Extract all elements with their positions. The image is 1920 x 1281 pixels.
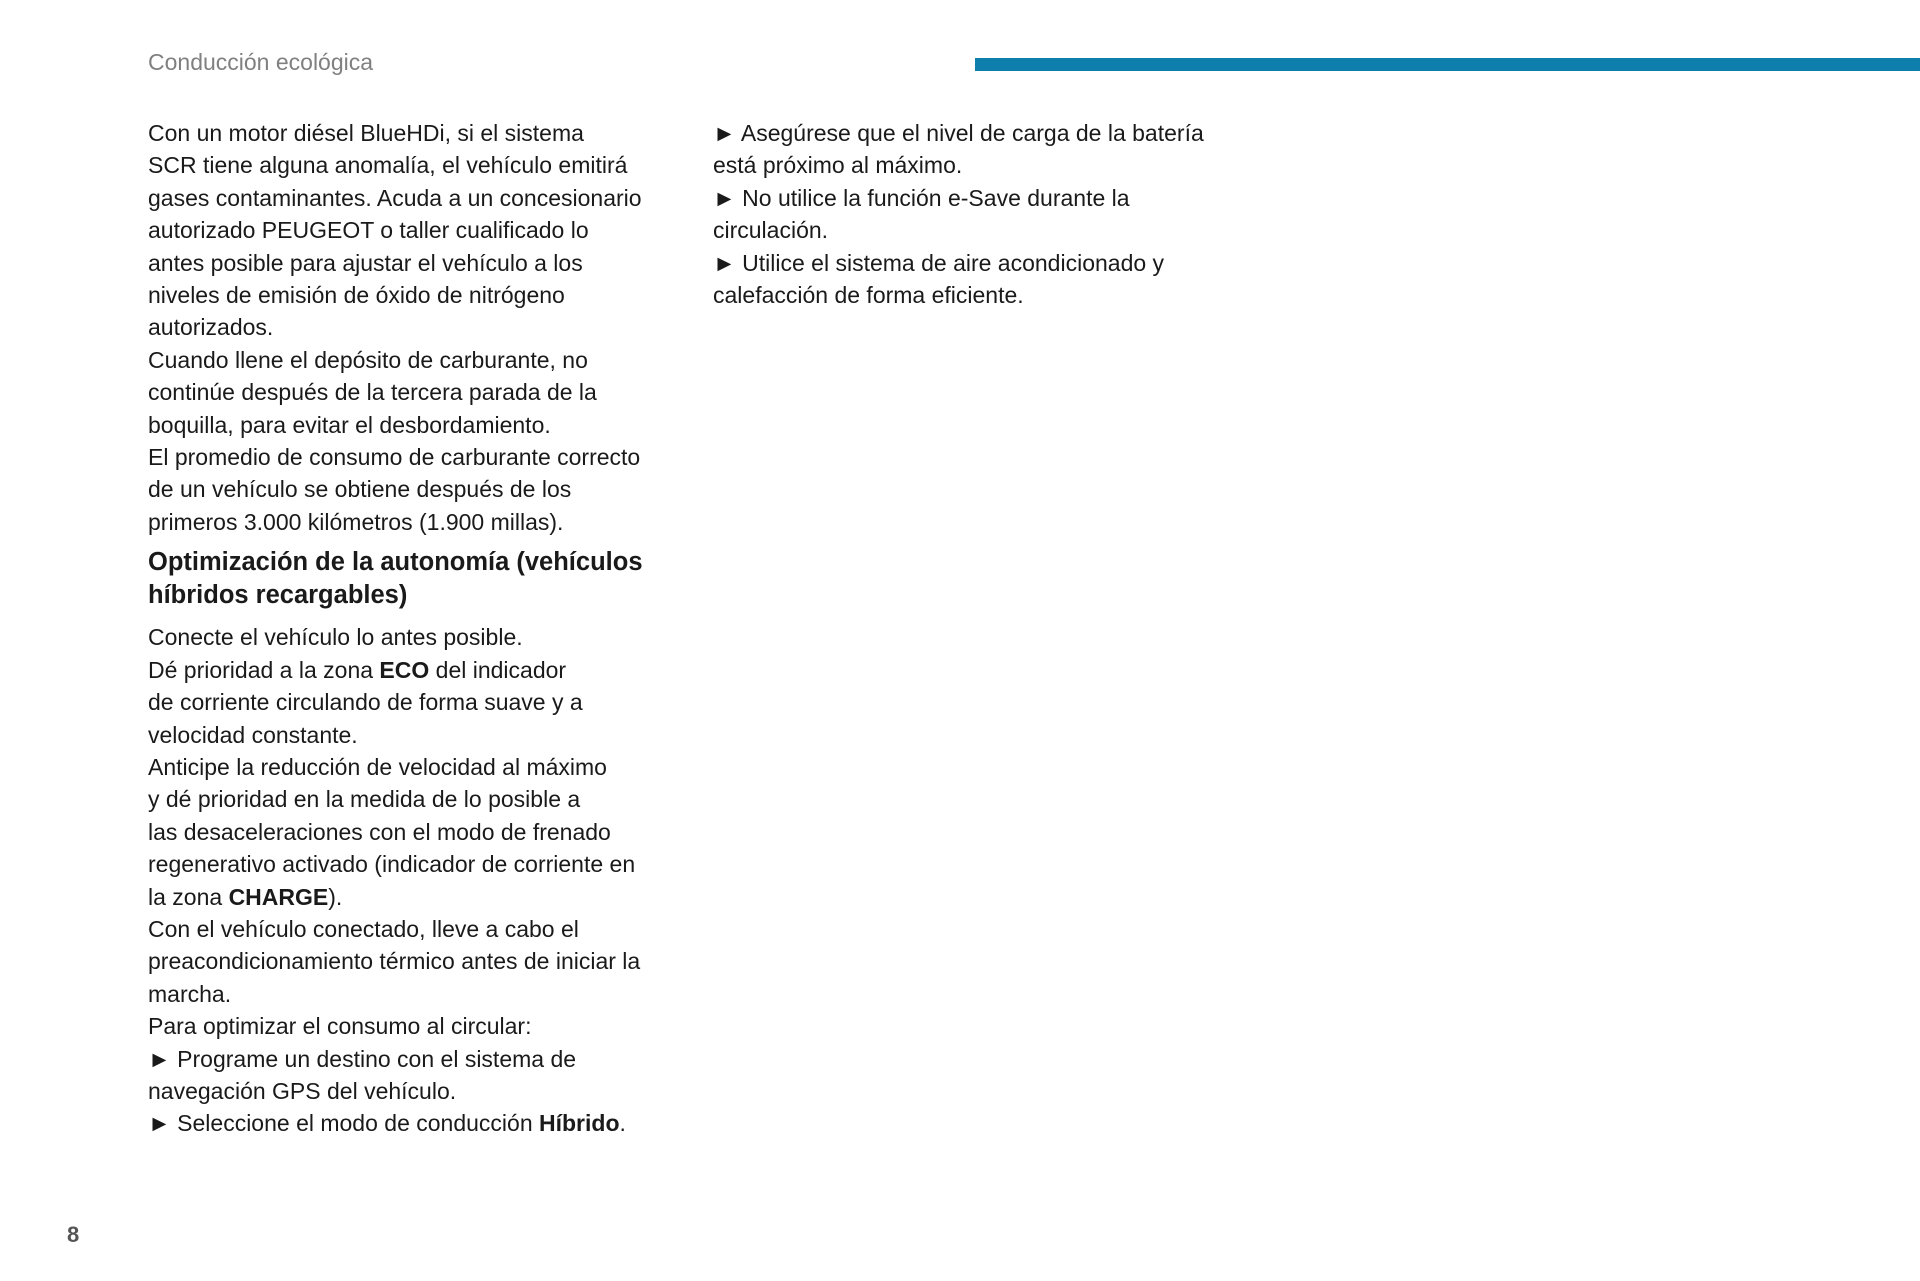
text-run: ► Seleccione el modo de conducción <box>148 1110 539 1137</box>
text-line: navegación GPS del vehículo. <box>148 1077 457 1104</box>
paragraph-eco-zone <box>148 654 688 751</box>
bullet-esave <box>713 182 1273 247</box>
text-line: marcha. <box>148 980 232 1007</box>
heading-line: híbridos recargables) <box>148 581 408 610</box>
text-run: . <box>619 1110 626 1137</box>
text-line: Con un motor diésel BlueHDi, si el sistema <box>148 120 584 146</box>
text-line: primeros 3.000 kilómetros (1.900 millas). <box>148 508 564 535</box>
text-line <box>148 881 688 913</box>
eco-label: ECO <box>379 656 430 683</box>
text-line: boquilla, para evitar el desbordamiento. <box>148 411 551 438</box>
paragraph-regenerative-braking <box>148 751 688 913</box>
text-line: de un vehículo se obtiene después de los <box>148 476 572 503</box>
header-accent-bar <box>975 58 1920 71</box>
paragraph-average-consumption <box>148 441 688 538</box>
text-line: antes posible para ajustar el vehículo a los <box>148 249 583 276</box>
text-line: autorizados. <box>148 314 274 341</box>
section-title: Conducción ecológica <box>148 49 374 75</box>
paragraph-connect-vehicle <box>148 621 688 653</box>
bullet-air-conditioning <box>713 247 1273 312</box>
text-line: ► No utilice la función e-Save durante la <box>713 184 1130 211</box>
paragraph-optimize-consumption <box>148 1010 688 1042</box>
paragraph-fuel-filling <box>148 344 688 441</box>
text-line: ► Programe un destino con el sistema de <box>148 1045 577 1072</box>
right-column <box>713 117 1273 311</box>
text-line: está próximo al máximo. <box>713 152 963 179</box>
text-line: niveles de emisión de óxido de nitrógeno <box>148 282 565 309</box>
left-column <box>148 117 688 1140</box>
text-line: El promedio de consumo de carburante correcto <box>148 444 641 471</box>
text-line: de corriente circulando de forma suave y a <box>148 689 583 716</box>
text-run: la zona <box>148 883 229 910</box>
text-line: ► Utilice el sistema de aire acondicionado y <box>713 249 1165 276</box>
text-line: ► Asegúrese que el nivel de carga de la batería <box>713 120 1204 146</box>
text-line: autorizado PEUGEOT o taller cualificado lo <box>148 217 589 244</box>
text-run: ). <box>328 883 343 910</box>
bullet-hybrid-mode <box>148 1107 688 1139</box>
text-line: regenerativo activado (indicador de corriente en <box>148 851 636 878</box>
bullet-gps-destination <box>148 1043 688 1108</box>
text-run: Dé prioridad a la zona <box>148 656 380 683</box>
text-line: y dé prioridad en la medida de lo posible a <box>148 786 581 813</box>
charge-label: CHARGE <box>228 883 329 910</box>
text-line: Anticipe la reducción de velocidad al máximo <box>148 753 607 780</box>
paragraph-preconditioning <box>148 913 688 1010</box>
text-line: Para optimizar el consumo al circular: <box>148 1013 532 1040</box>
text-line: calefacción de forma eficiente. <box>713 282 1024 309</box>
text-line: velocidad constante. <box>148 721 358 748</box>
text-line <box>148 1107 688 1139</box>
text-line <box>148 654 688 686</box>
text-line: Conecte el vehículo lo antes posible. <box>148 624 523 651</box>
hybrid-label: Híbrido <box>539 1110 620 1137</box>
heading-line: Optimización de la autonomía (vehículos <box>148 548 643 577</box>
text-line: SCR tiene alguna anomalía, el vehículo emitirá <box>148 152 628 179</box>
text-line: gases contaminantes. Acuda a un concesionario <box>148 184 642 211</box>
text-line: continúe después de la tercera parada de la <box>148 379 597 406</box>
text-line: Cuando llene el depósito de carburante, no <box>148 346 588 373</box>
paragraph-scr-anomaly <box>148 117 688 344</box>
bullet-battery-charge <box>713 117 1273 182</box>
page-number: 8 <box>67 1222 80 1247</box>
text-line: preacondicionamiento térmico antes de iniciar la <box>148 948 641 975</box>
text-line: Con el vehículo conectado, lleve a cabo el <box>148 915 579 942</box>
section-heading <box>148 546 688 612</box>
text-run: del indicador <box>429 656 567 683</box>
text-line: circulación. <box>713 217 829 244</box>
text-line: las desaceleraciones con el modo de frenado <box>148 818 611 845</box>
